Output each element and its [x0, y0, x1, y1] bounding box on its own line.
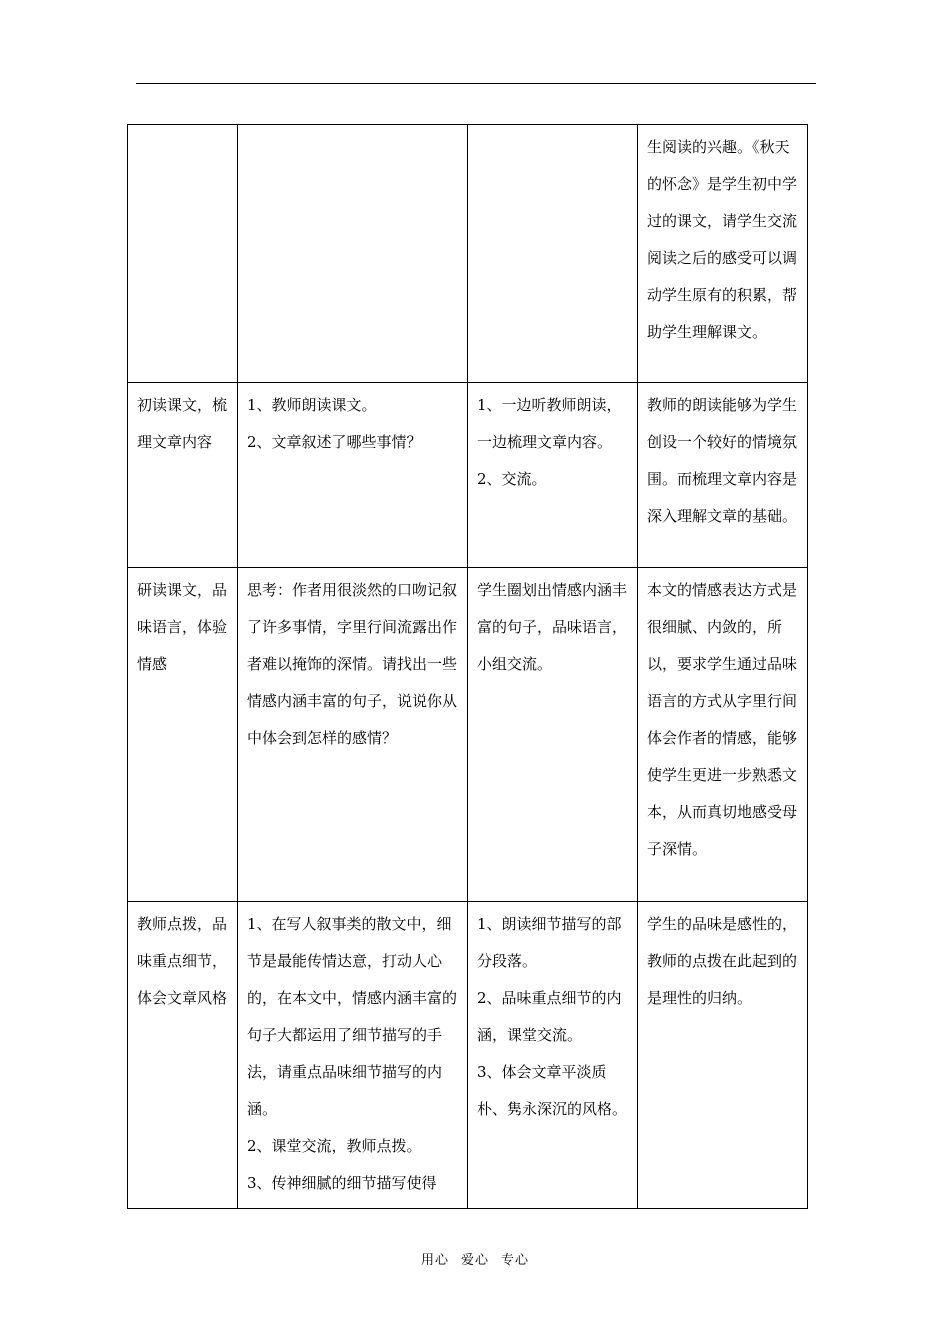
footer-item: 专心: [501, 1253, 530, 1268]
teacher-activity-cell: [238, 902, 468, 1209]
student-activity-cell: [468, 568, 638, 902]
cell-paragraph: 学生的品味是感性的，教师的点拨在此起到的是理性的归纳。: [647, 915, 798, 1007]
cell-paragraph: 教师的朗读能够为学生创设一个较好的情境氛围。而梳理文章内容是深入理解文章的基础。: [647, 396, 798, 525]
cell-paragraph: 1、一边听教师朗读，一边梳理文章内容。: [477, 396, 622, 451]
cell-paragraph: 2、交流。: [477, 470, 547, 488]
student-activity-cell: [468, 902, 638, 1209]
teacher-activity-cell: [238, 568, 468, 902]
design-intent-cell: [638, 568, 808, 902]
page-footer: [0, 1249, 950, 1268]
cell-paragraph: 研读课文，品味语言，体验情感: [137, 581, 228, 673]
stage-cell: [128, 568, 238, 902]
cell-paragraph: 思考：作者用很淡然的口吻记叙了许多事情，字里行间流露出作者难以掩饰的深情。请找出一些情感内涵丰富的句子，说说你从中体会到怎样的感情？: [247, 581, 458, 747]
stage-cell: [128, 125, 238, 383]
cell-paragraph: 本文的情感表达方式是很细腻、内敛的，所以，要求学生通过品味语言的方式从字里行间体会作者的情感，能够使学生更进一步熟悉文本，从而真切地感受母子深情。: [647, 581, 798, 858]
stage-cell: [128, 383, 238, 568]
cell-paragraph: 3、体会文章平淡质朴、隽永深沉的风格。: [477, 1063, 628, 1118]
table-row: [128, 125, 808, 383]
design-intent-cell: [638, 902, 808, 1209]
footer-item: 用心: [420, 1253, 449, 1268]
footer-item: 爱心: [460, 1253, 489, 1268]
student-activity-cell: [468, 125, 638, 383]
design-intent-cell: [638, 125, 808, 383]
lesson-plan-table: [127, 124, 808, 1209]
cell-paragraph: 2、品味重点细节的内涵，课堂交流。: [477, 989, 622, 1044]
cell-paragraph: 初读课文，梳理文章内容: [137, 396, 228, 451]
table-row: [128, 902, 808, 1209]
table-row: [128, 383, 808, 568]
cell-paragraph: 2、文章叙述了哪些事情？: [247, 433, 422, 451]
teacher-activity-cell: [238, 125, 468, 383]
design-intent-cell: [638, 383, 808, 568]
cell-paragraph: 教师点拨，品味重点细节，体会文章风格: [137, 915, 228, 1007]
teacher-activity-cell: [238, 383, 468, 568]
cell-paragraph: 生阅读的兴趣。《秋天的怀念》是学生初中学过的课文，请学生交流阅读之后的感受可以调动学生原有的积累，帮助学生理解课文。: [647, 138, 798, 341]
cell-paragraph: 1、在写人叙事类的散文中，细节是最能传情达意，打动人心的，在本文中，情感内涵丰富的句子大都运用了细节描写的手法，请重点品味细节描写的内涵。: [247, 915, 458, 1118]
cell-paragraph: 学生圈划出情感内涵丰富的句子，品味语言，小组交流。: [477, 581, 628, 673]
header-rule: [136, 83, 816, 84]
cell-paragraph: 1、教师朗读课文。: [247, 396, 377, 414]
cell-paragraph: 2、课堂交流，教师点拨。: [247, 1137, 422, 1155]
table-row: [128, 568, 808, 902]
cell-paragraph: 3、传神细腻的细节描写使得: [247, 1174, 437, 1192]
stage-cell: [128, 902, 238, 1209]
cell-paragraph: 1、朗读细节描写的部分段落。: [477, 915, 622, 970]
student-activity-cell: [468, 383, 638, 568]
